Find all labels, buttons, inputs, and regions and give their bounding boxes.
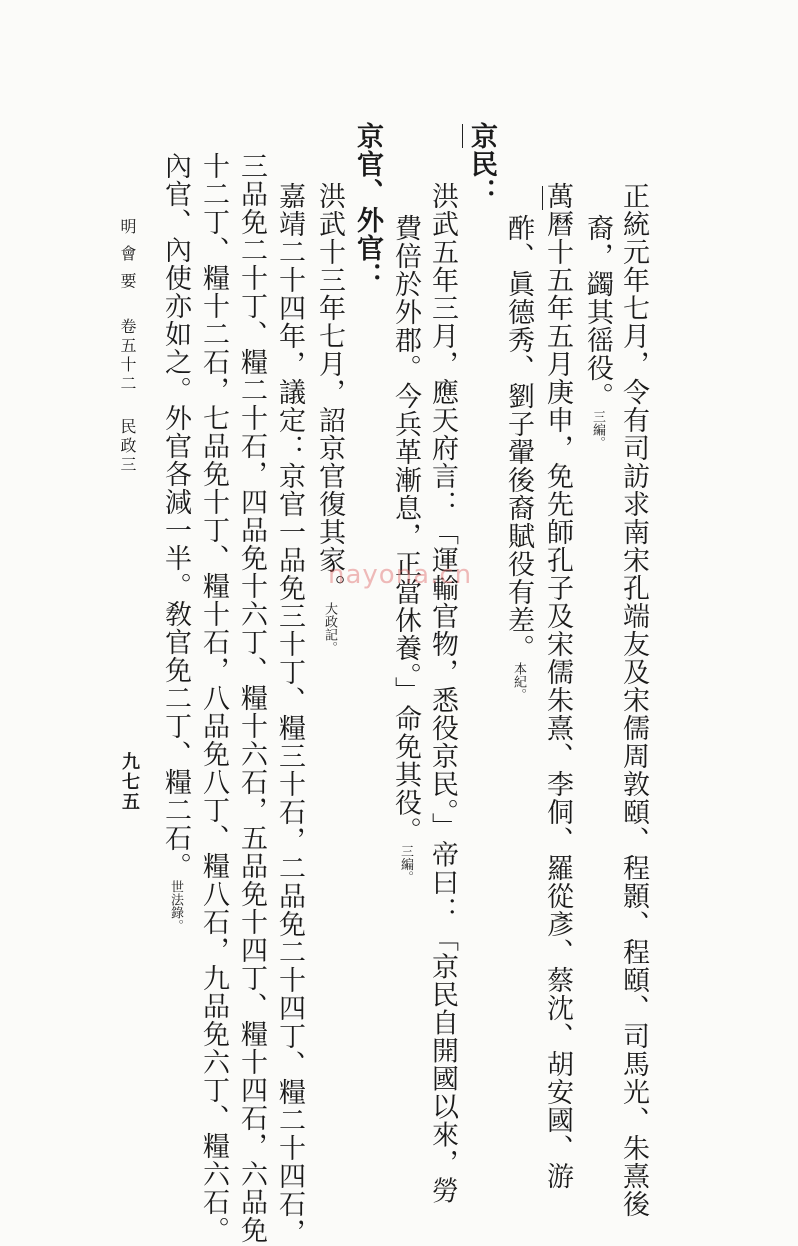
- column-text: 費倍於外郡。今兵革漸息，正當休養。」命免其役。: [390, 214, 421, 845]
- source-note: 世法錄。: [168, 880, 183, 932]
- text-column-2: [580, 214, 614, 449]
- text-column-12: [196, 152, 230, 1244]
- column-text: 酢、眞德秀、劉子翬後裔賦役有差。: [503, 214, 534, 662]
- text-column-13: [158, 152, 192, 932]
- source-note: 三編。: [590, 410, 605, 449]
- text-column-10: [272, 182, 306, 1246]
- section-heading-jingmin: [464, 122, 498, 206]
- margin-rule: [542, 186, 543, 210]
- column-text: 三品免二十丁、糧二十石，四品免十六丁、糧十六石，五品免十四丁、糧十四石，六品免: [236, 152, 267, 1244]
- book-title: 明 會 要: [118, 218, 137, 292]
- text-column-6: [425, 182, 459, 1205]
- text-column-7: [388, 214, 422, 884]
- text-column-4: [501, 214, 535, 701]
- column-text: 十二丁、糧十二石，七品免十丁、糧十石，八品免八丁、糧八石，九品免六丁、糧六石。: [198, 152, 229, 1244]
- source-note: 大政記。: [322, 602, 337, 654]
- column-text: 正統元年七月，令有司訪求南宋孔端友及宋儒周敦頤、程顥、程頤、司馬光、朱熹後: [618, 182, 649, 1218]
- heading-text: 京民：: [466, 122, 497, 206]
- column-text: 裔，蠲其徭役。: [582, 214, 613, 410]
- source-note: 本紀。: [511, 662, 526, 701]
- source-note: 三編。: [398, 844, 413, 884]
- margin-rule: [462, 124, 463, 148]
- page-number: 九七五: [119, 752, 140, 812]
- column-text: 洪武十三年七月，詔京官復其家。: [314, 182, 345, 602]
- section-label: 民政三: [118, 418, 137, 475]
- column-text: 內官、內使亦如之。外官各減一半。敎官免二丁、糧二石。: [160, 152, 191, 880]
- column-text: 萬曆十五年五月庚申，免先師孔子及宋儒朱熹、李侗、羅從彥、蔡沈、胡安國、游: [542, 182, 573, 1190]
- text-column-1: [616, 182, 650, 1218]
- text-column-3: [540, 182, 574, 1190]
- column-text: 洪武五年三月，應天府言：「運輸官物，悉役京民。」帝曰：「京民自開國以來，勞: [427, 182, 458, 1205]
- section-heading-jingguan-waiguan: [350, 122, 384, 290]
- volume-label: 卷五十二: [118, 318, 137, 394]
- column-text: 嘉靖二十四年，議定：京官一品免三十丁、糧三十石，二品免二十四丁、糧二十四石，: [274, 182, 305, 1246]
- text-column-11: [234, 152, 268, 1244]
- heading-text: 京官、外官：: [352, 122, 383, 290]
- watermark-text: nayona.cn: [328, 560, 473, 590]
